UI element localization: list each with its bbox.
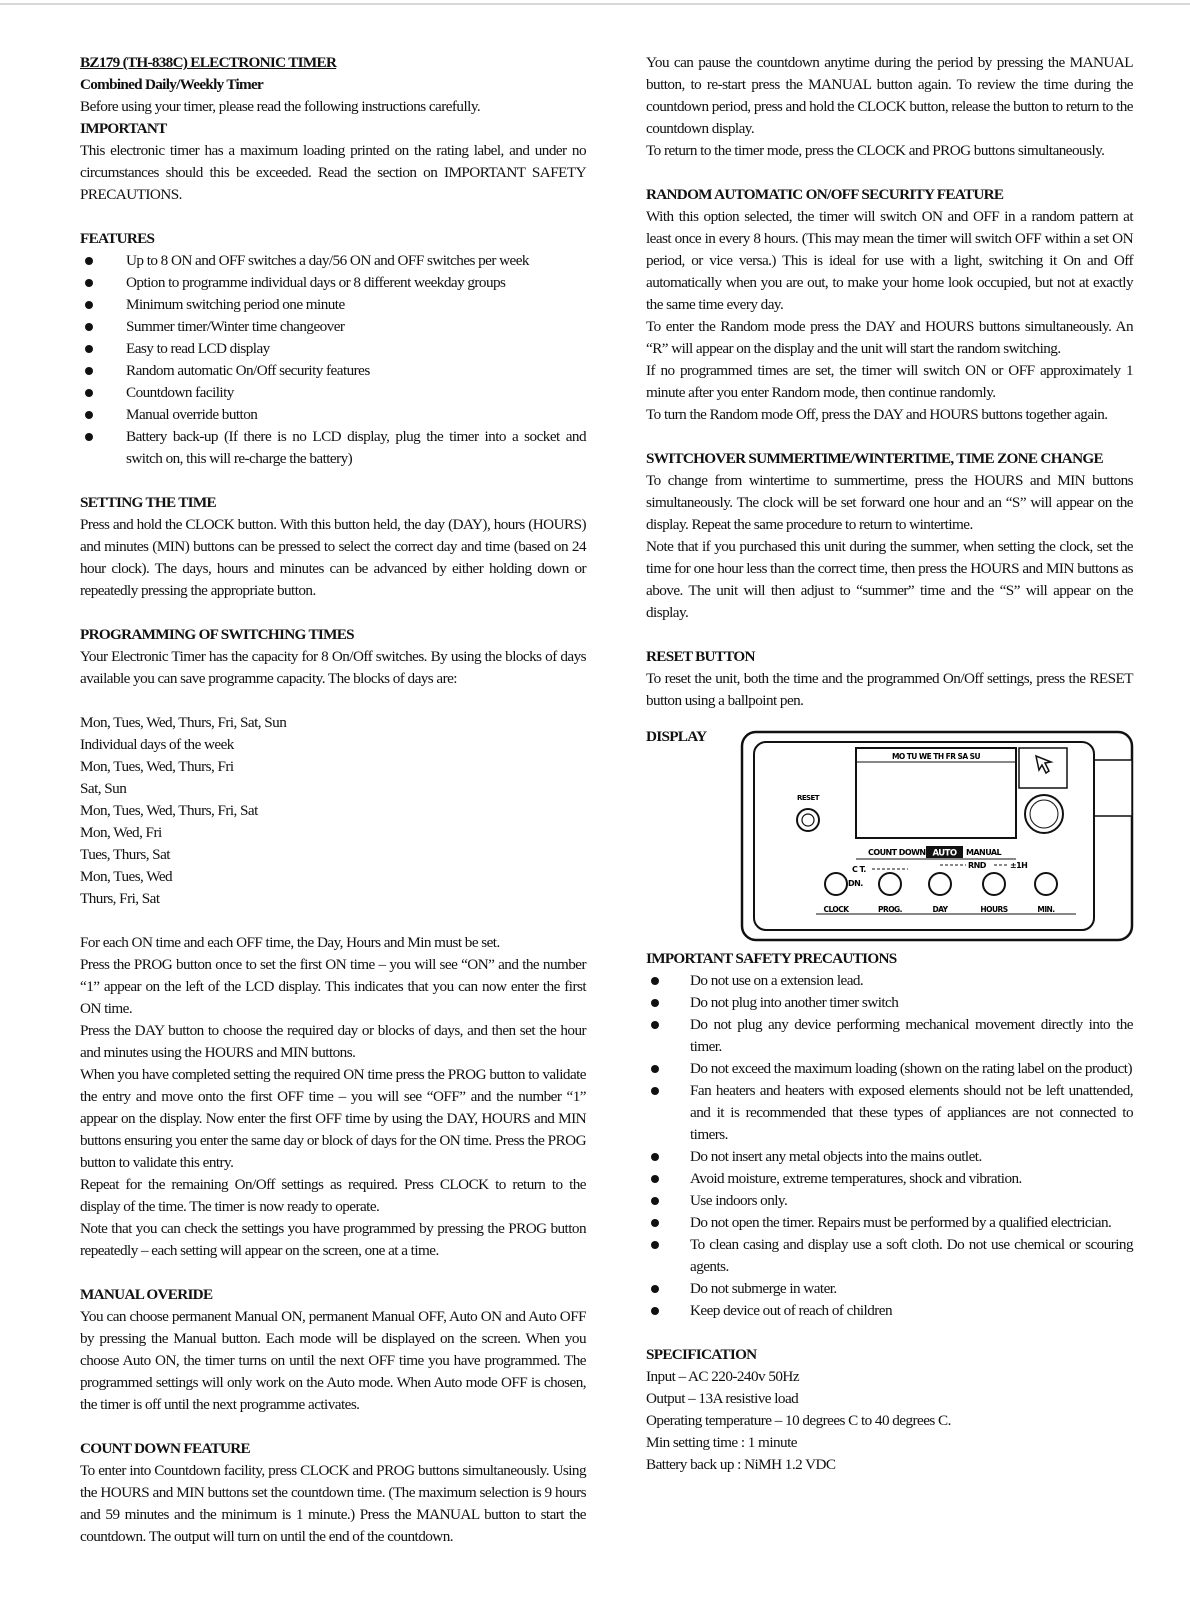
scan-edge [0,3,1190,5]
countdown-continued-text: You can pause the countdown anytime during the period by pressing the MANUAL button, to re-start press the MANUAL button again. To review the time during the countdown period, press and hold the CLOCK button, release the button to return to the countdown display. [646,54,1133,137]
list-item: Individual days of the week [80,736,234,753]
list-item: Battery back up : NiMH 1.2 VDC [646,1456,836,1473]
timer-display-diagram [740,730,1134,942]
hours-button [983,873,1005,895]
list-item: Keep device out of reach of children [646,1300,1133,1322]
document-title: BZ179 (TH-838C) ELECTRONIC TIMER [80,54,337,71]
random-noprog-text: If no programmed times are set, the timer will switch ON or OFF approximately 1 minute after you enter Random mode, then continue randomly. [646,362,1133,401]
list-item: Min setting time : 1 minute [646,1434,797,1451]
list-item: Avoid moisture, extreme temperatures, shock and vibration. [646,1168,1133,1190]
list-item: Do not plug any device performing mechanical movement directly into the timer. [646,1014,1133,1058]
day-button [929,873,951,895]
list-item: Operating temperature – 10 degrees C to 40 degrees C. [646,1412,951,1429]
left-column [80,52,586,1548]
day-label: DAY [932,905,948,914]
manual-override-heading: MANUAL OVERIDE [80,1286,213,1303]
list-item: Battery back-up (If there is no LCD display, plug the timer into a socket and switch on, this will re-charge the battery) [80,426,586,470]
list-item: Do not use on a extension lead. [646,970,1133,992]
lcd-days: MO TU WE TH FR SA SU [891,752,981,761]
list-item: Thurs, Fri, Sat [80,890,160,907]
safety-heading: IMPORTANT SAFETY PRECAUTIONS [646,950,897,967]
list-item: Input – AC 220-240v 50Hz [646,1368,800,1385]
setting-time-heading: SETTING THE TIME [80,494,216,511]
reset-button [797,809,819,831]
list-item: To clean casing and display use a soft cloth. Do not use chemical or scouring agents. [646,1234,1133,1278]
list-item: Do not submerge in water. [646,1278,1133,1300]
min-button [1035,873,1057,895]
reset-text: To reset the unit, both the time and the programmed On/Off settings, press the RESET button using a ballpoint pen. [646,670,1133,709]
list-item: Up to 8 ON and OFF switches a day/56 ON and OFF switches per week [80,250,586,272]
list-item: Summer timer/Winter time changeover [80,316,586,338]
list-item: Fan heaters and heaters with exposed elements should not be left unattended, and it is recommended that these types of appliances are not connected to timers. [646,1080,1133,1146]
auto-label: AUTO [932,848,957,859]
programming-text: Your Electronic Timer has the capacity for 8 On/Off switches. By using the blocks of days available you can save programme capacity. The blocks of days are: [80,648,586,687]
switchover-heading: SWITCHOVER SUMMERTIME/WINTERTIME, TIME ZONE CHANGE [646,450,1103,467]
intro-text: Before using your timer, please read the following instructions carefully. [80,98,481,115]
countdown-return-text: To return to the timer mode, press the CLOCK and PROG buttons simultaneously. [646,142,1105,159]
countdown-heading: COUNT DOWN FEATURE [80,1440,250,1457]
prog-step: For each ON time and each OFF time, the Day, Hours and Min must be set. [80,934,500,951]
list-item: Mon, Tues, Wed, Thurs, Fri, Sat [80,802,258,819]
socket-tab [1092,760,1132,816]
list-item: Minimum switching period one minute [80,294,586,316]
list-item: Countdown facility [80,382,586,404]
random-heading: RANDOM AUTOMATIC ON/OFF SECURITY FEATURE [646,186,1004,203]
document-subtitle: Combined Daily/Weekly Timer [80,76,264,93]
specification-heading: SPECIFICATION [646,1346,757,1363]
features-heading: FEATURES [80,230,155,247]
random-off-text: To turn the Random mode Off, press the DAY and HOURS buttons together again. [646,406,1108,423]
day-blocks-list [80,712,586,910]
prog-label: PROG. [878,905,902,914]
dn-label: DN. [848,879,863,888]
list-item: Do not plug into another timer switch [646,992,1133,1014]
manual-label: MANUAL [966,848,1002,857]
list-item: Easy to read LCD display [80,338,586,360]
list-item: Manual override button [80,404,586,426]
clock-button [825,873,847,895]
prog-step: Press the DAY button to choose the required day or blocks of days, and then set the hour and minutes using the HOURS and MIN buttons. [80,1022,586,1061]
hours-label: HOURS [980,905,1008,914]
list-item: Mon, Tues, Wed, Thurs, Fri [80,758,234,775]
list-item: Output – 13A resistive load [646,1390,799,1407]
random-enter-text: To enter the Random mode press the DAY and HOURS buttons simultaneously. An “R” will appear on the display and the unit will start the random switching. [646,318,1133,357]
list-item: Mon, Tues, Wed, Thurs, Fri, Sat, Sun [80,714,287,731]
count-down-label: COUNT DOWN [868,848,926,857]
list-item: Tues, Thurs, Sat [80,846,170,863]
important-heading: IMPORTANT [80,120,167,137]
random-text: With this option selected, the timer will switch ON and OFF in a random pattern at least once in every 8 hours. (This may mean the timer will switch OFF within a set ON period, or vice versa.) This is ideal for use with a light, switching it On and Off automatically when you are out, to make your home look occupied, but not at exactly the same time every day. [646,208,1133,313]
programming-heading: PROGRAMMING OF SWITCHING TIMES [80,626,354,643]
clock-label: CLOCK [823,905,849,914]
features-list [80,250,586,470]
prog-step: Press the PROG button once to set the first ON time – you will see “ON” and the number “1” appear on the left of the LCD display. This indicates that you can now enter the first ON time. [80,956,586,1017]
reset-heading: RESET BUTTON [646,648,755,665]
list-item: Mon, Wed, Fri [80,824,162,841]
list-item: Do not insert any metal objects into the mains outlet. [646,1146,1133,1168]
list-item: Mon, Tues, Wed [80,868,173,885]
reset-label: RESET [796,794,820,802]
list-item: Option to programme individual days or 8 different weekday groups [80,272,586,294]
rnd-label: RND [968,861,986,870]
switchover-note: Note that if you purchased this unit during the summer, when setting the clock, set the time for one hour less than the correct time, then press the HOURS and MIN buttons as above. The unit will then adjust to “summer” time and the “S” will appear on the display. [646,538,1133,621]
list-item: Do not open the timer. Repairs must be performed by a qualified electrician. [646,1212,1133,1234]
countdown-text: To enter into Countdown facility, press CLOCK and PROG buttons simultaneously. Using the HOURS and MIN buttons set the countdown time. (The maximum selection is 9 hours and 59 minutes and the minimum is 1 minute.) Press the MANUAL button to start the countdown. The output will turn on until the end of the countdown. [80,1462,586,1545]
manual-button [1025,795,1063,833]
specification-list [646,1366,1133,1476]
list-item: Sat, Sun [80,780,127,797]
min-label: MIN. [1037,905,1055,914]
list-item: Random automatic On/Off security features [80,360,586,382]
prog-step: Note that you can check the settings you have programmed by pressing the PROG button repeatedly – each setting will appear on the screen, one at a time. [80,1220,586,1259]
list-item: Use indoors only. [646,1190,1133,1212]
display-label: DISPLAY [646,728,707,745]
manual-override-text: You can choose permanent Manual ON, permanent Manual OFF, Auto ON and Auto OFF by pressing the Manual button. Each mode will be displayed on the screen. When you choose Auto ON, the timer turns on until the next OFF time you have programmed. The programmed settings will only work on the Auto mode. When Auto mode OFF is chosen, the timer is off until the next programme activates. [80,1308,586,1413]
ct-label: C T. [852,865,866,874]
list-item: Do not exceed the maximum loading (shown on the rating label on the product) [646,1058,1133,1080]
right-column [646,52,1133,1476]
prog-step: When you have completed setting the required ON time press the PROG button to validate the entry and move onto the first OFF time – you will see “OFF” and the number “1” appear on the display. Now enter the first OFF time by using the DAY, HOURS and MIN buttons ensuring you enter the same day or block of days for the ON time. Press the PROG button to validate this entry. [80,1066,586,1171]
setting-time-text: Press and hold the CLOCK button. With this button held, the day (DAY), hours (HOURS) and minutes (MIN) buttons can be pressed to select the correct day and time (based on 24 hour clock). The days, hours and minutes can be advanced by either holding down or repeatedly pressing the appropriate button. [80,516,586,599]
prog-button [879,873,901,895]
switchover-text: To change from wintertime to summertime, press the HOURS and MIN buttons simultaneously. The clock will be set forward one hour and an “S” will appear on the display. Repeat the same procedure to return to wintertime. [646,472,1133,533]
important-text: This electronic timer has a maximum loading printed on the rating label, and under no circumstances should this be exceeded. Read the section on IMPORTANT SAFETY PRECAUTIONS. [80,142,586,203]
prog-step: Repeat for the remaining On/Off settings as required. Press CLOCK to return to the display of the time. The timer is now ready to operate. [80,1176,586,1215]
safety-list [646,970,1133,1322]
display-section [646,726,1133,948]
pm1h-label: ±1H [1010,861,1028,870]
